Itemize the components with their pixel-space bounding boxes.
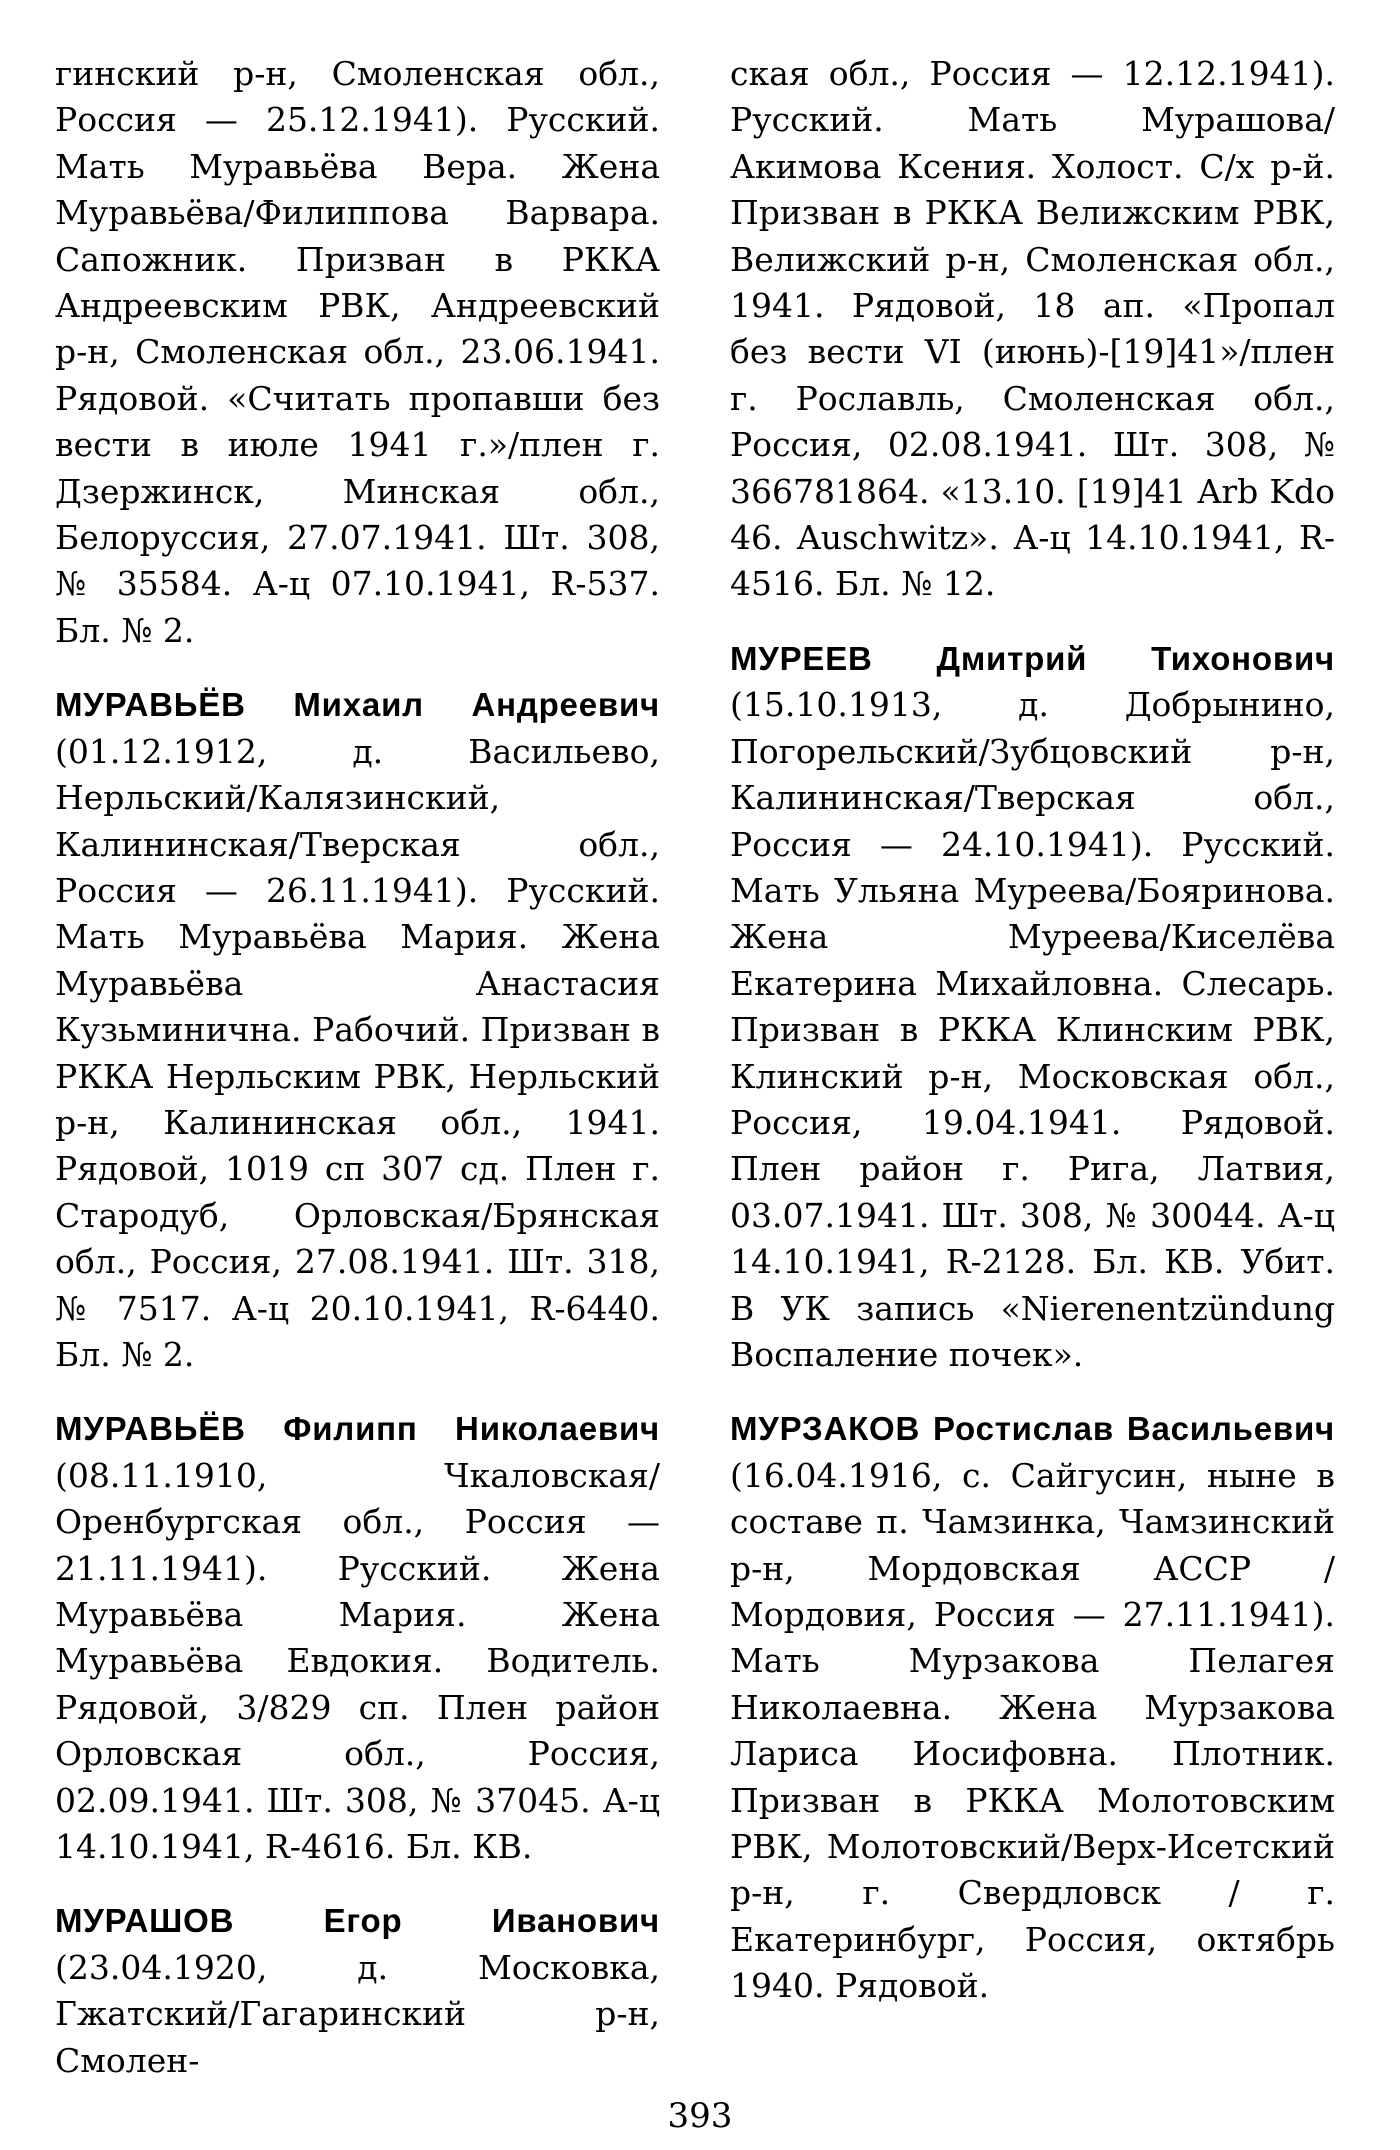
entry-name: МУРЗАКОВ Ростислав Васильевич [730,1410,1335,1448]
entry-name: МУРЕЕВ Дмитрий Тихонович [730,639,1335,677]
entry-muravyov-mikhail [55,682,660,1378]
entry-text: гинский р-н, Смоленская обл., Россия — 25.12.1941). Русский. Мать Муравьёва Вера. Жена Муравьёва/Филиппова Варвара. Сапожник. Призван в РККА Андреевским РВК, Андреевский р-н, Смоленская обл., 23.06.1941. Рядовой. «Считать пропавши без вести в июле 1941 г.»/плен г. Дзержинск, Минская обл., Белоруссия, 27.07.1941. Шт. 308, № 35584. А-ц 07.10.1941, R-537. Бл. № 2. [55,54,660,650]
entry-continuation-left [55,51,660,654]
page-number: 393 [667,2096,733,2136]
left-column [55,18,660,2084]
entry-mureev-dmitry [730,636,1335,1379]
entry-murzakov-rostislav [730,1406,1335,2009]
entry-text: (01.12.1912, д. Васильево, Нерльский/Калязинский, Калининская/Тверская обл., Россия — 26.11.1941). Русский. Мать Муравьёва Мария. Жена Муравьёва Анастасия Кузьминична. Рабочий. Призван в РККА Нерльским РВК, Нерльский р-н, Калининская обл., 1941. Рядовой, 1019 сп 307 сд. Плен г. Стародуб, Орловская/Брянская обл., Россия, 27.08.1941. Шт. 318, № 7517. А-ц 20.10.1941, R-6440. Бл. № 2. [55,731,660,1374]
entry-continuation-right [730,51,1335,608]
entry-text: (23.04.1920, д. Московка, Гжатский/Гагаринский р-н, Смолен- [55,1947,660,2080]
entry-text: (15.10.1913, д. Добрынино, Погорельский/Зубцовский р-н, Калининская/Тверская обл., Россия — 24.10.1941). Русский. Мать Ульяна Муреева/Бояринова. Жена Муреева/Киселёва Екатерина Михайловна. Слесарь. Призван в РККА Клинским РВК, Клинский р-н, Московская обл., Россия, 19.04.1941. Рядовой. Плен район г. Рига, Латвия, 03.07.1941. Шт. 308, № 30044. А-ц 14.10.1941, R-2128. Бл. КВ. Убит. В УК запись «Nierenentzündung Воспаление почек». [730,685,1335,1374]
entry-name: МУРАВЬЁВ Филипп Николаевич [55,1410,660,1448]
entry-text: ская обл., Россия — 12.12.1941). Русский. Мать Мурашова/Акимова Ксения. Холост. С/х р-й. Призван в РККА Велижским РВК, Велижский р-н, Смоленская обл., 1941. Рядовой, 18 ап. «Пропал без вести VI (июнь)-[19]41»/плен г. Рославль, Смоленская обл., Россия, 02.08.1941. Шт. 308, № 366781864. «13.10. [19]41 Arb Kdo 46. Auschwitz». А-ц 14.10.1941, R-4516. Бл. № 12. [730,54,1335,604]
entry-name: МУРАВЬЁВ Михаил Андреевич [55,686,660,724]
entry-text: (08.11.1910, Чкаловская/Оренбургская обл., Россия — 21.11.1941). Русский. Жена Муравьёва Мария. Жена Муравьёва Евдокия. Водитель. Рядовой, 3/829 сп. Плен район Орловская обл., Россия, 02.09.1941. Шт. 308, № 37045. А-ц 14.10.1941, R-4616. Бл. КВ. [55,1455,660,1867]
entry-name: МУРАШОВ Егор Иванович [55,1902,660,1940]
entry-murashov-egor [55,1898,660,2084]
entry-muravyov-filipp [55,1406,660,1870]
book-page [55,18,1345,2080]
right-column [730,18,1335,2010]
entry-text: (16.04.1916, с. Сайгусин, ныне в составе п. Чамзинка, Чамзинский р-н, Мордовская АССР / Мордовия, Россия — 27.11.1941). Мать Мурзакова Пелагея Николаевна. Жена Мурзакова Лариса Иосифовна. Плотник. Призван в РККА Молотовским РВК, Молотовский/Верх-Исетский р-н, г. Свердловск / г. Екатеринбург, Россия, октябрь 1940. Рядовой. [730,1455,1335,2006]
